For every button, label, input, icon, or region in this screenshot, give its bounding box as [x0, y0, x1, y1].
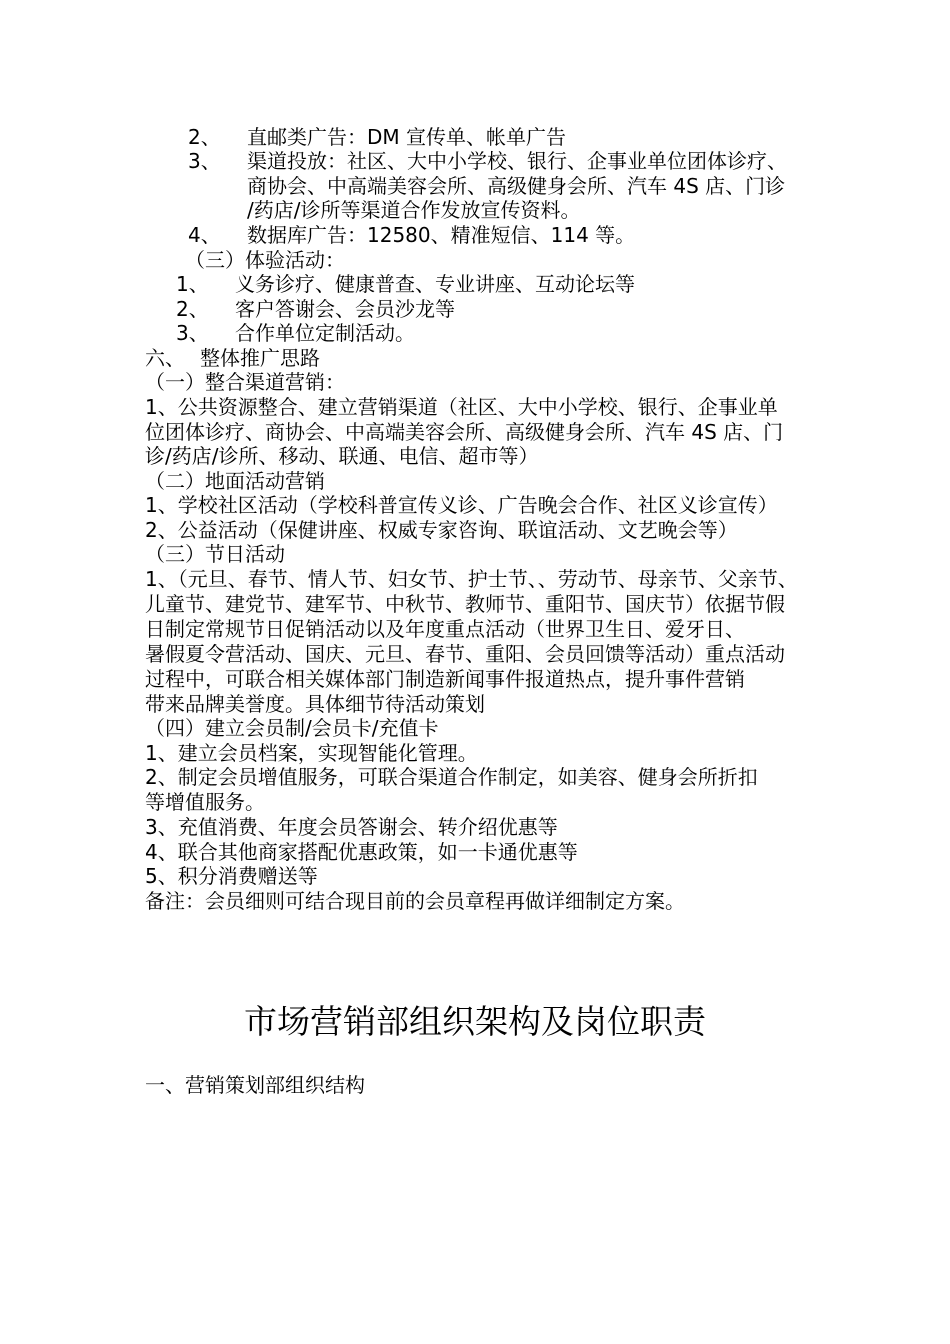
- list-number: 4、: [188, 223, 221, 247]
- list-number: 2、: [176, 297, 209, 321]
- section-number: 六、: [145, 346, 185, 370]
- paragraph-line: 备注：会员细则可结合现目前的会员章程再做详细制定方案。: [145, 889, 685, 913]
- paragraph-line: 1、（元旦、春节、情人节、妇女节、护士节、、劳动节、母亲节、父亲节、: [145, 567, 798, 591]
- list-text: /药店/诊所等渠道合作发放宣传资料。: [247, 198, 581, 222]
- paragraph-line: 2、制定会员增值服务，可联合渠道合作制定，如美容、健身会所折扣: [145, 765, 758, 789]
- paragraph-line: 4、联合其他商家搭配优惠政策，如一卡通优惠等: [145, 840, 578, 864]
- paragraph-line: （二）地面活动营销: [145, 469, 325, 493]
- paragraph-line: 2、公益活动（保健讲座、权威专家咨询、联谊活动、文艺晚会等）: [145, 518, 738, 542]
- list-number: 3、: [188, 149, 221, 173]
- list-text: 商协会、中高端美容会所、高级健身会所、汽车 4S 店、门诊: [247, 174, 786, 198]
- paragraph-line: 5、积分消费赠送等: [145, 864, 318, 888]
- list-text: 义务诊疗、健康普查、专业讲座、互动论坛等: [235, 272, 635, 296]
- paragraph-line: 日制定常规节日促销活动以及年度重点活动（世界卫生日、爱牙日、: [145, 617, 745, 641]
- list-number: 2、: [188, 125, 221, 149]
- section-title: 整体推广思路: [200, 346, 320, 370]
- paragraph-line: 儿童节、建党节、建军节、中秋节、教师节、重阳节、国庆节）依据节假: [145, 592, 785, 616]
- paragraph-line: 暑假夏令营活动、国庆、元旦、春节、重阳、会员回馈等活动）重点活动: [145, 642, 785, 666]
- paragraph-line: （一）整合渠道营销：: [145, 370, 345, 394]
- list-text: 渠道投放：社区、大中小学校、银行、企事业单位团体诊疗、: [247, 149, 787, 173]
- paragraph-line: 过程中，可联合相关媒体部门制造新闻事件报道热点，提升事件营销: [145, 667, 745, 691]
- list-text: 合作单位定制活动。: [235, 321, 415, 345]
- list-text: 数据库广告：12580、精准短信、114 等。: [247, 223, 636, 247]
- paragraph-line: 3、充值消费、年度会员答谢会、转介绍优惠等: [145, 815, 558, 839]
- paragraph-line: 等增值服务。: [145, 790, 265, 814]
- paragraph-line: （四）建立会员制/会员卡/充值卡: [145, 716, 439, 740]
- subheading: 一、营销策划部组织结构: [145, 1073, 365, 1097]
- list-text: 客户答谢会、会员沙龙等: [235, 297, 455, 321]
- page-title: 市场营销部组织架构及岗位职责: [244, 1002, 706, 1041]
- paragraph-line: 1、公共资源整合、建立营销渠道（社区、大中小学校、银行、企事业单: [145, 395, 778, 419]
- section-heading: （三）体验活动：: [185, 248, 345, 272]
- paragraph-line: 诊/药店/诊所、移动、联通、电信、超市等）: [145, 444, 539, 468]
- paragraph-line: （三）节日活动: [145, 542, 285, 566]
- paragraph-line: 带来品牌美誉度。具体细节待活动策划: [145, 692, 485, 716]
- paragraph-line: 1、学校社区活动（学校科普宣传义诊、广告晚会合作、社区义诊宣传）: [145, 493, 778, 517]
- list-number: 1、: [176, 272, 209, 296]
- list-text: 直邮类广告：DM 宣传单、帐单广告: [247, 125, 567, 149]
- list-number: 3、: [176, 321, 209, 345]
- paragraph-line: 位团体诊疗、商协会、中高端美容会所、高级健身会所、汽车 4S 店、门: [145, 420, 784, 444]
- paragraph-line: 1、建立会员档案，实现智能化管理。: [145, 741, 478, 765]
